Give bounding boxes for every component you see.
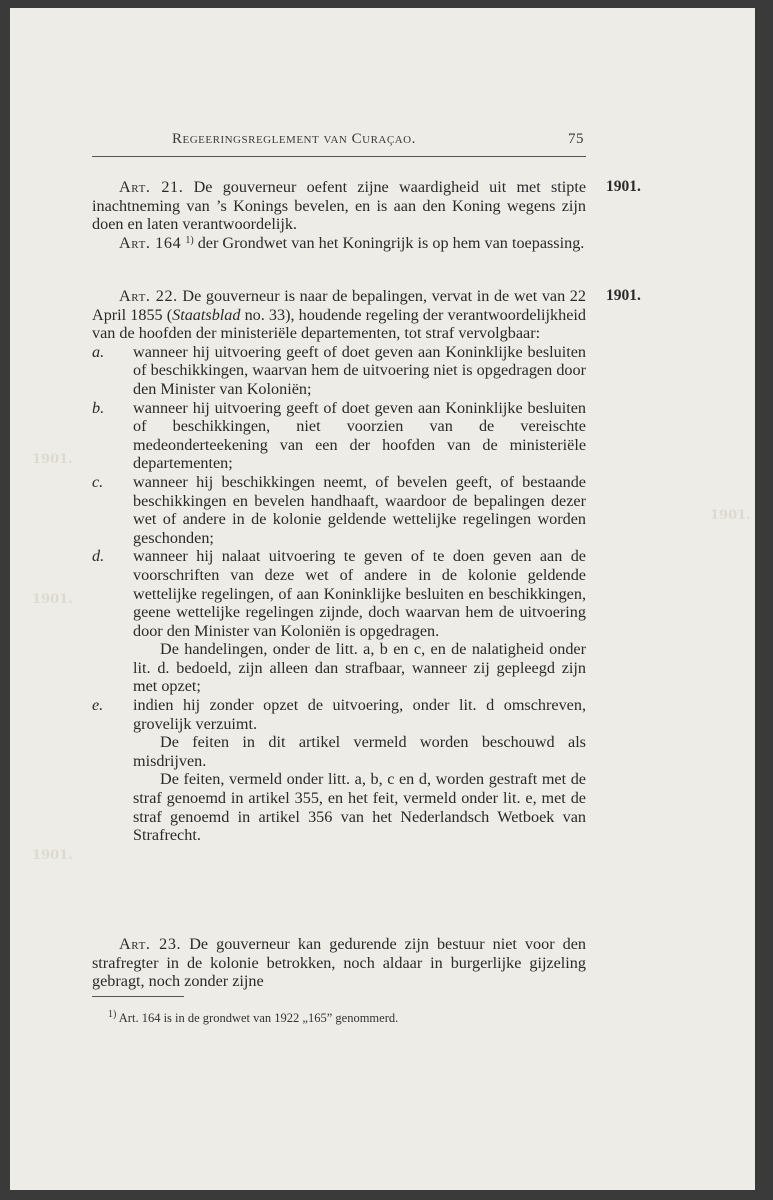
bleed-through-mark: 1901.	[32, 452, 73, 467]
list-item-b	[92, 399, 586, 473]
body-text-art21-22	[92, 178, 586, 252]
bleed-through-mark: 1901.	[710, 508, 751, 523]
body-text-art22	[92, 287, 586, 845]
article-23	[92, 935, 586, 991]
list-text: wanneer hij uitvoering geeft of doet geven aan Koninklijke besluiten of beschikkingen, waarvan hem de uitvoering niet is opgedragen door den Minister van Koloniën;	[133, 342, 586, 398]
article-text: no. 33), houdende regeling der verantwoordelijkheid van de hoofden der ministeriële departementen, tot straf vervolgbaar:	[92, 305, 586, 343]
article-reference: Art. 164	[119, 233, 182, 252]
article-label: Art. 22.	[119, 287, 178, 305]
bleed-through-mark: 1901.	[32, 592, 73, 607]
article-label: Art. 21.	[119, 178, 184, 196]
list-text: wanneer hij uitvoering geeft of doet geven aan Koninklijke besluiten of beschikkingen, niet voorzien van de vereischte medeonderteekening van een der hoofden van de ministeriële departementen;	[133, 398, 586, 473]
footnote-rule	[92, 996, 184, 997]
article-22	[92, 287, 586, 343]
paragraph-text: der Grondwet van het Koningrijk is op hem van toepassing.	[197, 233, 585, 252]
article-21-paragraph-2	[92, 234, 586, 253]
running-header	[172, 131, 584, 148]
footnote-marker: 1)	[108, 1009, 117, 1020]
list-text: wanneer hij nalaat uitvoering te geven of te doen geven aan de voorschriften van deze wet of andere in de kolonie geldende wettelijke regelingen, of aan Koninklijke besluiten en beschikkingen, geene wettelijke regelingen zijnde, doch waarvan hem de uitvoering door den Minister van Koloniën is opgedragen.	[133, 547, 586, 640]
footnote-text: Art. 164 is in de grondwet van 1922 „165” genommerd.	[118, 1011, 399, 1025]
article-label: Art. 23.	[119, 935, 182, 953]
list-label: c.	[92, 472, 104, 491]
list-label: e.	[92, 696, 104, 715]
list-item-d	[92, 547, 586, 640]
list-item-a	[92, 343, 586, 399]
list-item-c	[92, 473, 586, 547]
feiten-paragraph-2: De feiten, vermeld onder litt. a, b, c en d, worden gestraft met de straf genoemd in artikel 355, en het feit, vermeld onder lit. e, met de straf genoemd in artikel 356 van het Nederlandsch Wetboek van Strafrecht.	[133, 770, 586, 845]
feiten-paragraph-1: De feiten in dit artikel vermeld worden beschouwd als misdrijven.	[133, 733, 586, 770]
page-number: 75	[568, 131, 584, 147]
list-label: a.	[92, 342, 105, 361]
header-rule	[92, 156, 586, 157]
footnote-reference: 1)	[185, 234, 194, 246]
article-text-italic: Staatsblad	[172, 305, 241, 324]
list-item-e	[92, 696, 586, 733]
list-text: wanneer hij beschikkingen neemt, of bevelen geeft, of bestaande beschikkingen en bevelen handhaaft, waardoor de bepalingen dezer wet of andere in de kolonie geldende wettelijke regelingen worden geschonden;	[133, 472, 586, 547]
article-text: De gouverneur oefent zijne waardigheid uit met stipte inachtneming van ’s Konings bevelen, en is aan den Koning wegens zijn doen en laten verantwoordelijk.	[92, 178, 587, 234]
list-label: d.	[92, 547, 105, 566]
article-text: De gouverneur kan gedurende zijn bestuur niet voor den strafregter in de kolonie betrokken, noch aldaar in burgerlijke gijzeling gebragt, noch zonder zijne	[92, 935, 586, 991]
list-label: b.	[92, 398, 105, 417]
article-21	[92, 178, 586, 234]
running-head-title: Regeeringsreglement van Curaçao.	[172, 131, 416, 147]
article-text: De gouverneur is naar de bepalingen, vervat in de wet van 22 April 1855 (	[92, 287, 586, 324]
footnote	[108, 1011, 588, 1026]
margin-year-art22: 1901.	[606, 287, 641, 304]
handelingen-paragraph: De handelingen, onder de litt. a, b en c, en de nalatigheid onder lit. d. bedoeld, zijn alleen dan strafbaar, wanneer zij gepleegd zijn met opzet;	[133, 640, 586, 696]
margin-year-art21: 1901.	[606, 178, 641, 195]
bleed-through-mark: 1901.	[32, 848, 73, 863]
body-text-art23	[92, 935, 586, 991]
list-text: indien hij zonder opzet de uitvoering, onder lit. d omschreven, grovelijk verzuimt.	[133, 696, 586, 733]
